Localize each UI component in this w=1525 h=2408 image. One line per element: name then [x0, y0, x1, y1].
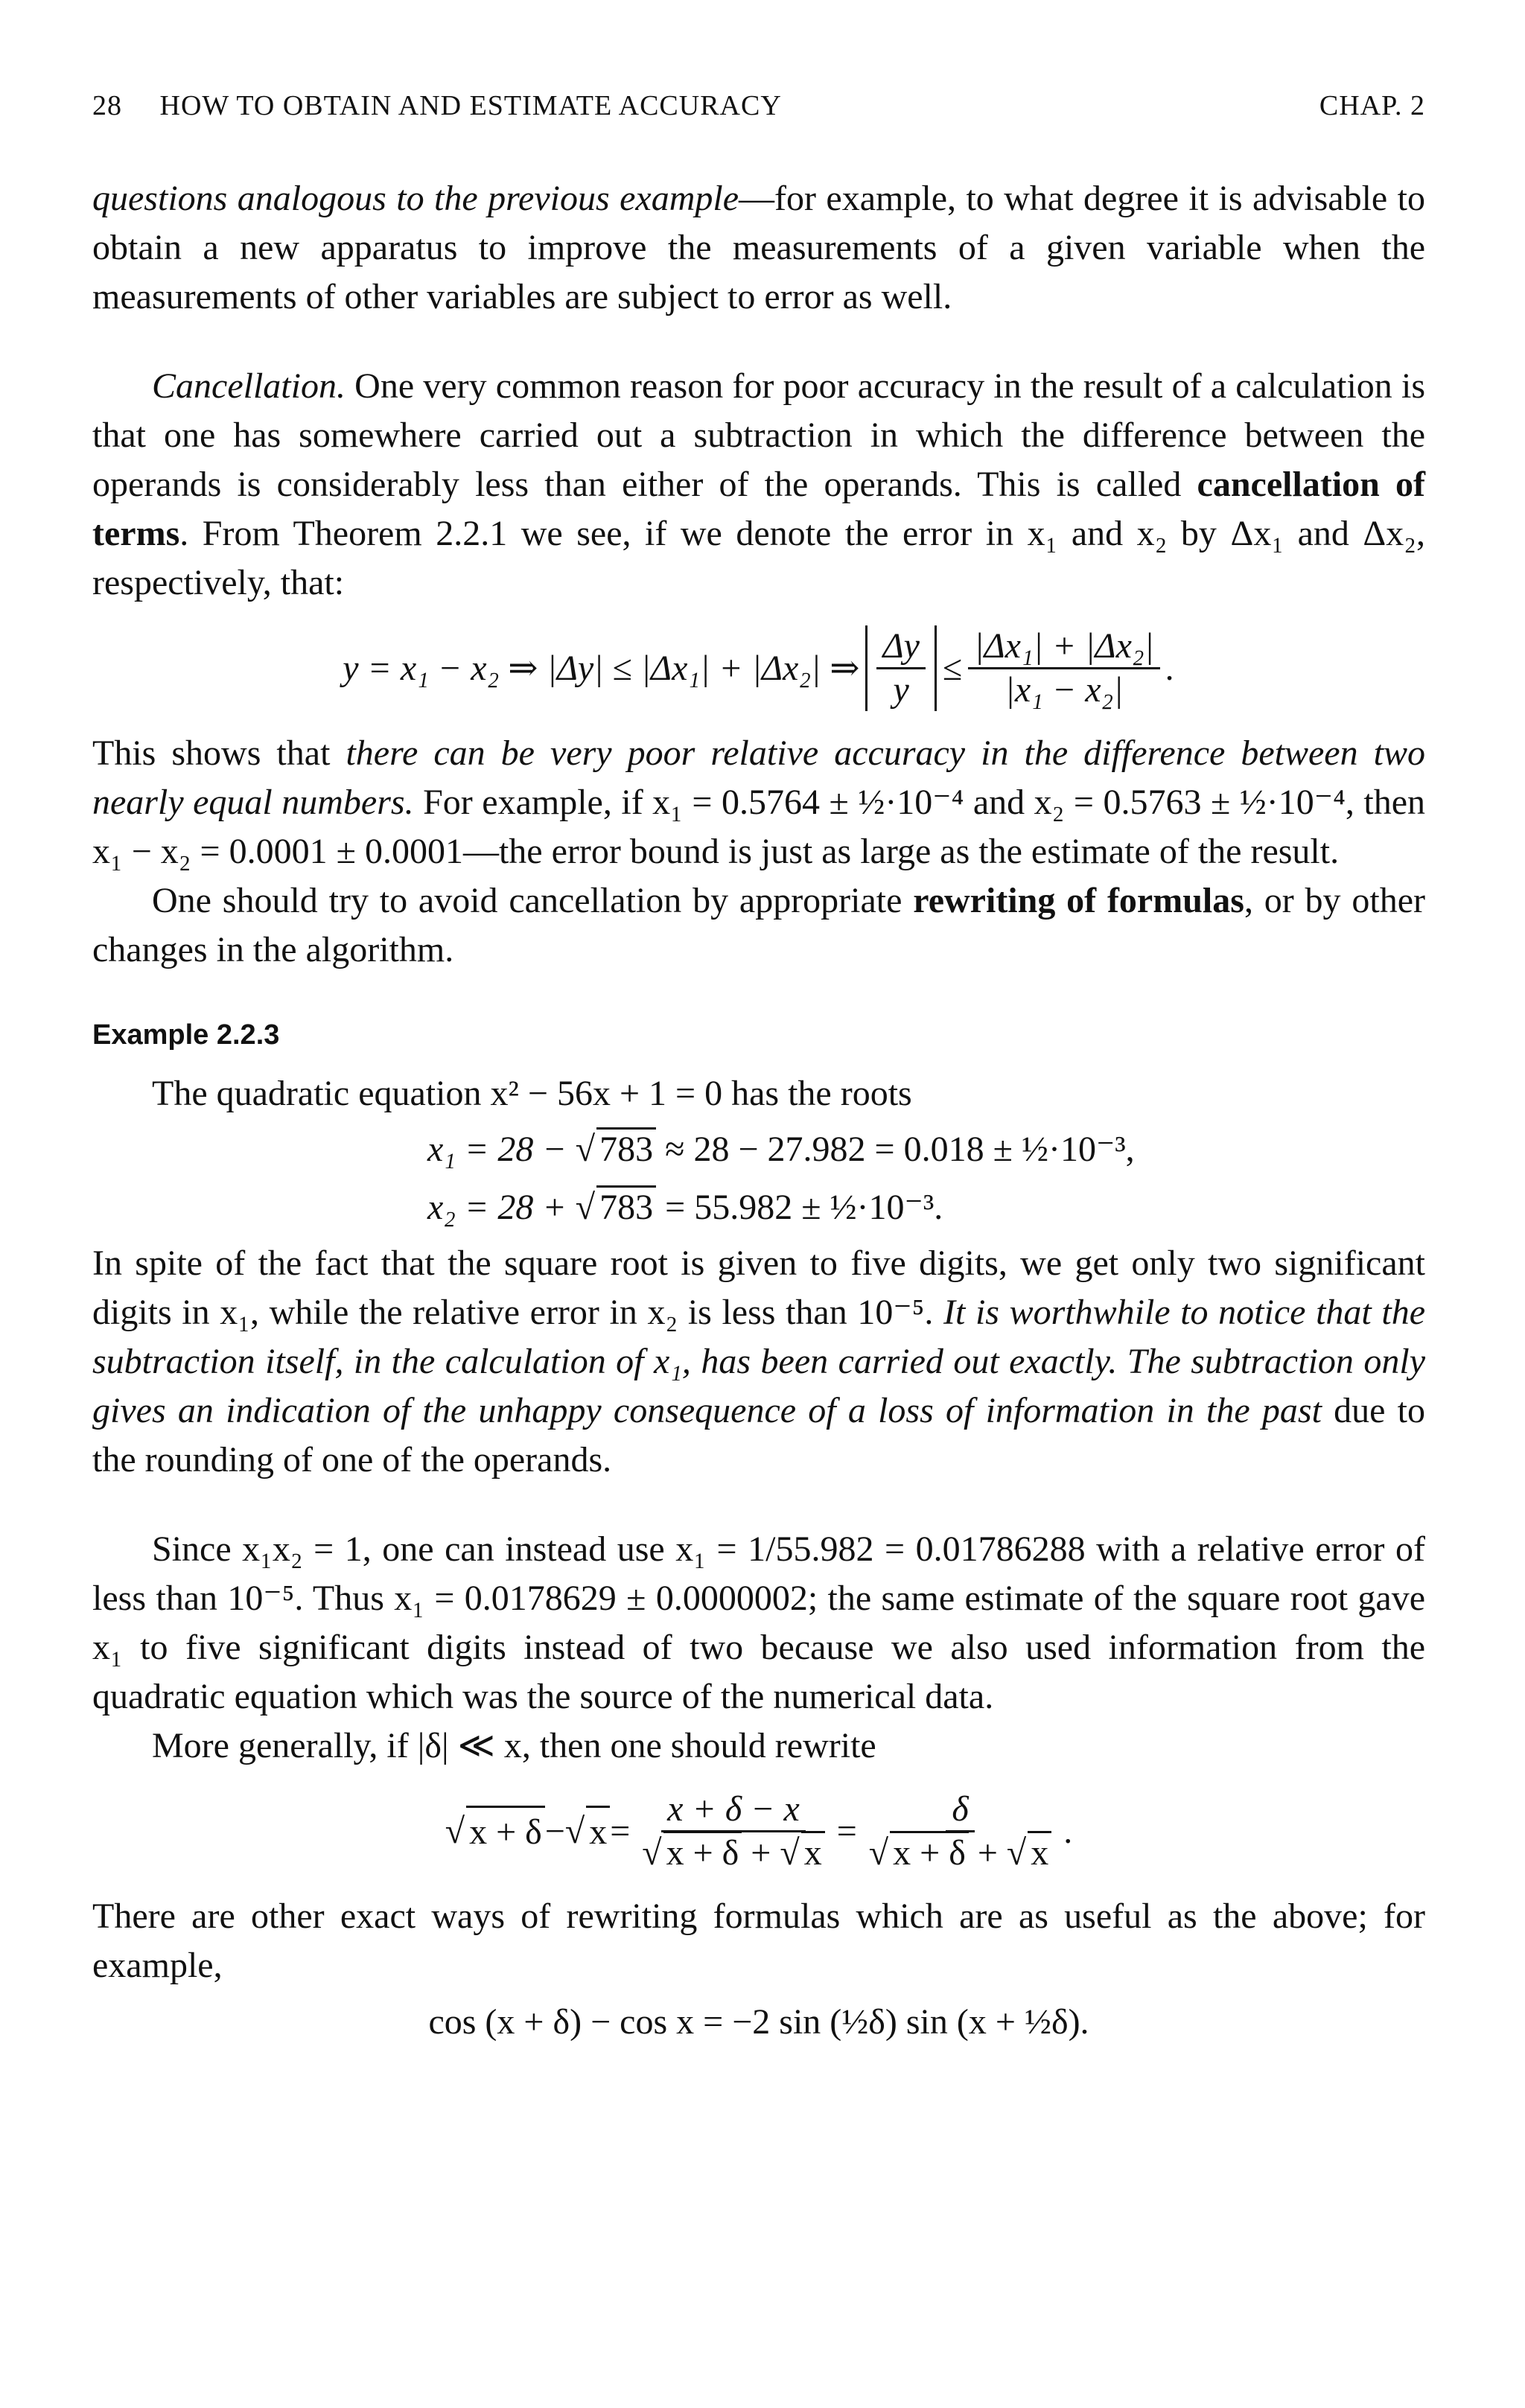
cancellation-bold-term: cancellation of terms	[92, 465, 1426, 553]
sqrt-rewrite-f2-den-a: x + δ	[890, 1831, 969, 1873]
root-x1-radicand: 783	[596, 1127, 656, 1169]
sqrt-rewrite-equals-1: =	[610, 1811, 631, 1851]
root-x1-post: ≈ 28 − 27.982 = 0.018 ± ½·10⁻³,	[656, 1130, 1135, 1169]
paragraph-1	[92, 174, 1425, 322]
chapter-label: CHAP. 2	[1319, 90, 1425, 121]
relative-error-numerator: Δy	[876, 625, 925, 669]
paragraph-poor-accuracy	[92, 729, 1425, 876]
sqrt-rewrite-f1-den-plus: +	[742, 1833, 780, 1873]
root-x1-pre: x₁ = 28 −	[427, 1130, 576, 1169]
paragraph-alternative: Since x₁x₂ = 1, one can instead use x₁ = 1/55.982 = 0.01786288 with a relative error of less than 10⁻⁵. Thus x₁ = 0.0178629 ± 0.0000002; the same estimate of the square root gave x₁ to five significant digits instead of two because we also used information from the quadratic equation which was the source of the numerical data.	[92, 1529, 1425, 1716]
rewriting-bold-term: rewriting of formulas	[913, 881, 1244, 920]
sqrt-rewrite-f1-den-a: x + δ	[663, 1831, 742, 1873]
significant-digits-italic: It is worthwhile to notice that the subtraction itself, in the calculation of x₁, has been carried out exactly. The subtraction only gives an indication of the unhappy consequence of a loss of information in the past	[92, 1293, 1426, 1430]
sqrt-rewrite-fraction-1-numerator: x + δ − x	[661, 1789, 806, 1832]
cancellation-text-1: One very common reason for poor accuracy in the result of a calculation is that one has somewhere carried out a subtraction in which the difference between the operands is considerably less than either of the operands. This is called	[92, 366, 1425, 504]
significant-digits-text-1: In spite of the fact that the square root is given to five digits, we get only two significant digits in x₁, while the relative error in x₂ is less than 10⁻⁵.	[92, 1243, 1425, 1332]
sqrt-rewrite-f2-den-b: x	[1028, 1831, 1051, 1873]
cancellation-text-2: . From Theorem 2.2.1 we see, if we denote the error in x₁ and x₂ by Δx₁ and Δx₂, respectively, that:	[92, 514, 1425, 602]
paragraph-cancellation	[92, 362, 1425, 608]
equation-error-bound-lhs: y = x₁ − x₂ ⇒ |Δy| ≤ |Δx₁| + |Δx₂| ⇒	[343, 648, 860, 688]
running-head	[92, 89, 1425, 122]
sqrt-icon: √	[575, 1130, 596, 1169]
sqrt-icon: √	[642, 1833, 662, 1873]
paragraph-significant-digits	[92, 1239, 1425, 1485]
sqrt-rewrite-lhs-a: x + δ	[466, 1806, 545, 1857]
poor-accuracy-text-2: For example, if x₁ = 0.5764 ± ½·10⁻⁴ and x₂ = 0.5763 ± ½·10⁻⁴, then x₁ − x₂ = 0.0001 ± 0.0001—the error bound is just as large as the estimate of the result.	[92, 783, 1426, 871]
equation-error-bound-end: .	[1165, 648, 1175, 688]
paragraph-more-generally: More generally, if |δ| ≪ x, then one should rewrite	[152, 1726, 876, 1765]
root-x1-line	[427, 1123, 1425, 1176]
root-x2-line	[427, 1181, 1425, 1235]
running-head-left	[92, 89, 812, 122]
sqrt-icon: √	[445, 1811, 465, 1851]
sqrt-rewrite-fraction-1-denominator	[636, 1832, 830, 1874]
sqrt-rewrite-minus: −	[544, 1811, 565, 1851]
page	[92, 89, 1425, 2047]
rewriting-text-1: One should try to avoid cancellation by appropriate	[152, 881, 914, 920]
sqrt-rewrite-f2-den-plus: +	[968, 1833, 1007, 1873]
paragraph-1-text: —for example, to what degree it is advisable to obtain a new apparatus to improve the measurements of a given variable when the measurements of other variables are subject to error as well.	[92, 179, 1425, 316]
sqrt-icon: √	[564, 1811, 585, 1851]
less-equal-sign: ≤	[942, 648, 963, 688]
page-number: 28	[92, 90, 122, 121]
sqrt-icon: √	[1006, 1833, 1027, 1873]
sqrt-rewrite-equals-2: =	[836, 1811, 857, 1851]
poor-accuracy-text-1: This shows that	[92, 733, 346, 773]
paragraph-other-ways: There are other exact ways of rewriting formulas which are as useful as the above; for example,	[92, 1896, 1425, 1985]
significant-digits-text-2: due to the rounding of one of the operands.	[92, 1391, 1426, 1479]
sqrt-icon: √	[868, 1833, 889, 1873]
root-x2-radicand: 783	[596, 1185, 656, 1227]
poor-accuracy-italic: there can be very poor relative accuracy in the difference between two nearly equal numbers.	[92, 733, 1425, 822]
cosine-identity: cos (x + δ) − cos x = −2 sin (½δ) sin (x + ½δ).	[428, 2002, 1089, 2042]
example-intro: The quadratic equation x² − 56x + 1 = 0 has the roots	[152, 1074, 912, 1113]
paragraph-1-italic: questions analogous to the previous example	[92, 179, 739, 218]
sqrt-rewrite-fraction-2	[863, 1789, 1057, 1874]
cancellation-heading: Cancellation.	[152, 366, 346, 406]
equation-sqrt-rewrite	[92, 1789, 1425, 1874]
bound-denominator: |x₁ − x₂|	[1005, 670, 1124, 710]
rewriting-text-2: , or by other changes in the algorithm.	[92, 881, 1426, 969]
relative-error-denominator: y	[893, 670, 909, 710]
sqrt-rewrite-fraction-1	[636, 1789, 830, 1874]
sqrt-rewrite-fraction-2-numerator: δ	[946, 1789, 974, 1832]
relative-error-fraction	[876, 625, 925, 711]
sqrt-icon: √	[575, 1188, 596, 1227]
paragraph-rewriting	[92, 876, 1425, 975]
sqrt-rewrite-end: .	[1063, 1811, 1073, 1851]
equation-cosine-identity	[92, 1998, 1425, 2047]
sqrt-rewrite-f1-den-b: x	[801, 1831, 825, 1873]
sqrt-icon: √	[780, 1833, 800, 1873]
equation-error-bound	[92, 625, 1425, 711]
chapter-title: HOW TO OBTAIN AND ESTIMATE ACCURACY	[159, 90, 782, 121]
example-title: Example 2.2.3	[92, 1019, 280, 1051]
bound-numerator: |Δx₁| + |Δx₂|	[968, 625, 1160, 669]
root-x2-post: = 55.982 ± ½·10⁻³.	[656, 1188, 943, 1227]
bound-fraction	[968, 625, 1160, 711]
root-x2-pre: x₂ = 28 +	[427, 1188, 576, 1227]
relative-error-abs	[865, 625, 936, 711]
sqrt-rewrite-fraction-2-denominator	[863, 1832, 1057, 1874]
sqrt-rewrite-lhs-b: x	[586, 1806, 610, 1857]
